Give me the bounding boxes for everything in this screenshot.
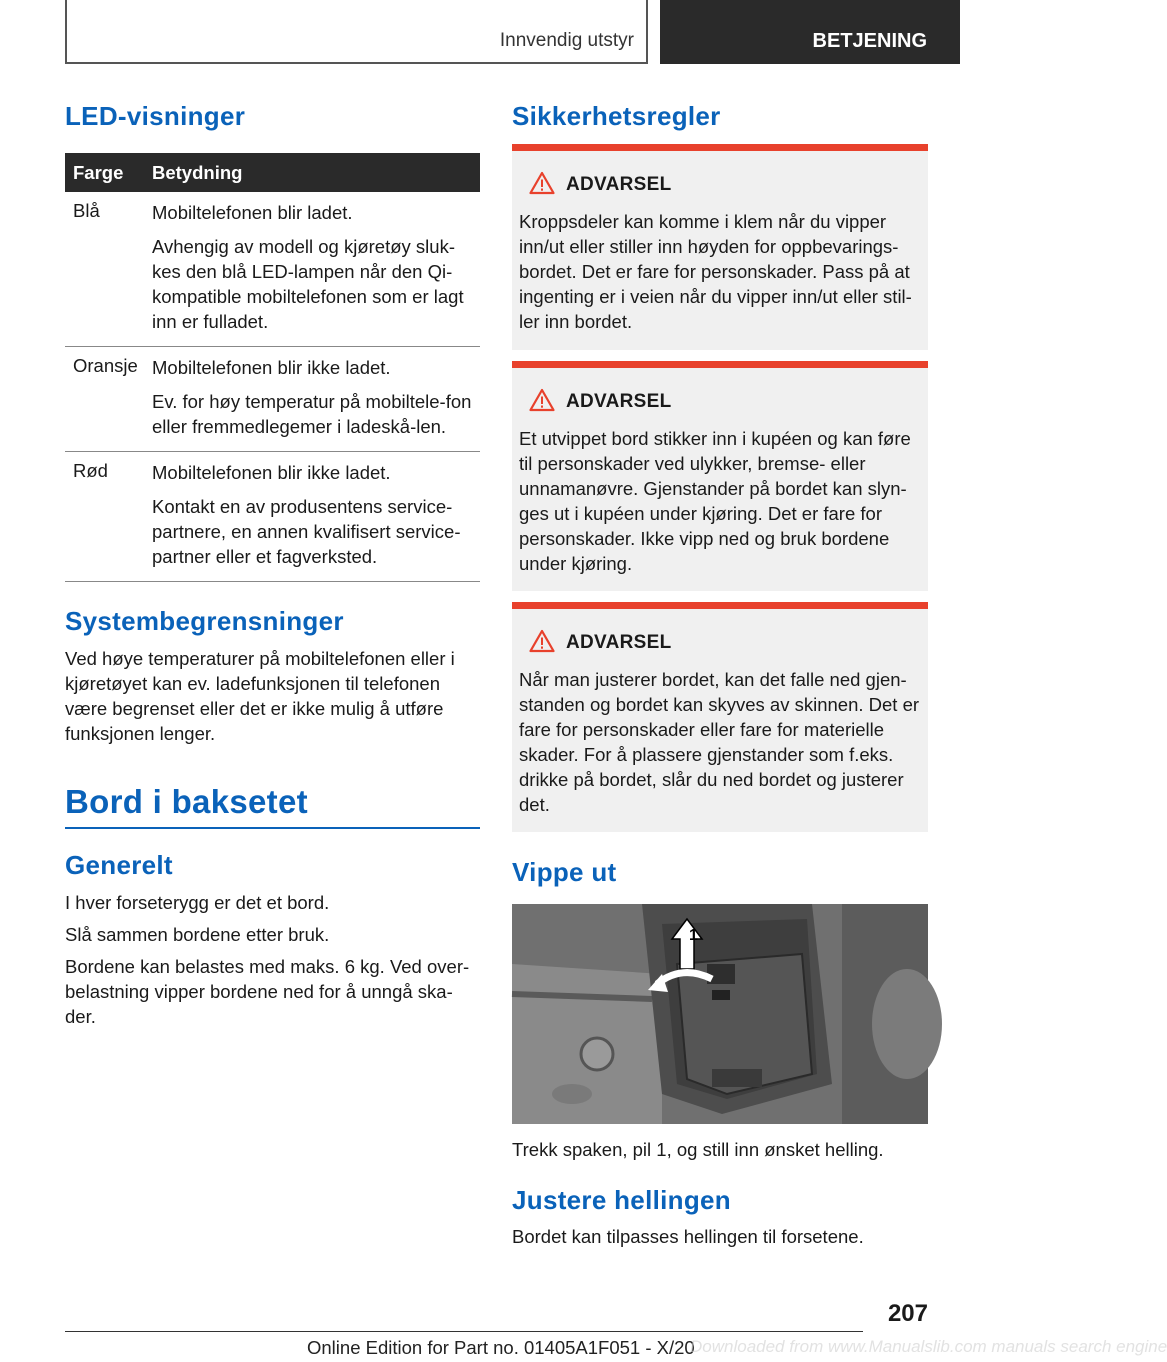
- table-cell-line: Mobiltelefonen blir ladet.: [152, 202, 353, 223]
- watermark: Downloaded from www.Manualslib.com manuals search engine: [690, 1337, 1167, 1356]
- table-cell-color: Rød: [73, 460, 108, 481]
- table-cell-meaning: [152, 452, 480, 581]
- warning-box: [512, 361, 928, 591]
- warning-triangle-icon: [529, 388, 555, 412]
- table-header-meaning: Betydning: [152, 162, 243, 183]
- table-cell-meaning: [152, 192, 480, 346]
- table-row: [65, 452, 480, 582]
- warning-box: [512, 144, 928, 350]
- table-header-color: Farge: [73, 162, 124, 183]
- vippe-caption: Trekk spaken, pil 1, og still inn ønsket helling.: [512, 1139, 884, 1160]
- footer-edition: Online Edition for Part no. 01405A1F051 - X/20: [307, 1337, 695, 1358]
- warning-text: Kroppsdeler kan komme i klem når du vipper inn/ut eller stiller inn høyden for oppbevarings-bordet. Det er fare for personskader. Pass på at ingenting er i veien når du vipper inn/ut eller stil-ler inn bordet.: [519, 211, 912, 332]
- led-heading: LED-visninger: [65, 101, 246, 131]
- warning-text: Et utvippet bord stikker inn i kupéen og kan føre til personskader ved ulykker, bremse- eller unnamanøvre. Gjenstander på bordet kan slyn-ges ut i kupéen under kjøring. Det er fare for personskader. Ikke vipp ned og bruk bordene under kjøring.: [519, 428, 911, 574]
- header-section-label: BETJENING: [812, 30, 927, 52]
- generelt-heading: Generelt: [65, 850, 173, 880]
- seat-illustration: [512, 904, 928, 1124]
- generelt-p1: I hver forseterygg er det et bord.: [65, 892, 330, 913]
- warning-header: [519, 629, 921, 667]
- table-cell-line: Mobiltelefonen blir ikke ladet.: [152, 462, 391, 483]
- seat-table-photo: [512, 904, 928, 1124]
- safety-heading: Sikkerhetsregler: [512, 101, 721, 131]
- table-cell-color: Oransje: [73, 355, 138, 376]
- warning-box: [512, 602, 928, 832]
- warning-header: [519, 388, 921, 426]
- justere-heading: Justere hellingen: [512, 1185, 731, 1215]
- warning-triangle-icon: [529, 629, 555, 653]
- table-cell-color: Blå: [73, 200, 100, 221]
- system-heading: Systembegrensninger: [65, 606, 344, 636]
- warning-label: ADVARSEL: [566, 391, 672, 412]
- generelt-p2: Slå sammen bordene etter bruk.: [65, 924, 330, 945]
- table-cell-line: Ev. for høy temperatur på mobiltele-fon eller fremmedlegemer i ladeskå-len.: [152, 391, 472, 437]
- table-cell-line: Mobiltelefonen blir ikke ladet.: [152, 357, 391, 378]
- table-row: [65, 192, 480, 347]
- table-row: [65, 347, 480, 452]
- table-cell-line: Avhengig av modell og kjøretøy sluk-kes den blå LED-lampen når den Qi-kompatible mobiltelefonen som er lagt inn er fulladet.: [152, 236, 464, 332]
- led-table: [65, 153, 480, 582]
- justere-text: Bordet kan tilpasses hellingen til forsetene.: [512, 1226, 864, 1247]
- arrow-label: 1: [689, 927, 698, 944]
- warning-text: Når man justerer bordet, kan det falle ned gjen-standen og bordet kan skyves av skinnen. Det er fare for personskader eller fare for materielle skader. For å plassere gjenstander som f.eks. drikke på bordet, slår du ned bordet og justerer det.: [519, 669, 920, 815]
- table-cell-line: Kontakt en av produsentens service-partnere, en annen kvalifisert service-partner eller et fagverksted.: [152, 496, 461, 567]
- bord-heading: Bord i baksetet: [65, 783, 480, 829]
- warning-triangle-icon: [529, 171, 555, 195]
- vippe-heading: Vippe ut: [512, 857, 617, 887]
- left-column: [65, 0, 480, 1300]
- footer-divider: [65, 1331, 863, 1332]
- header-subsection: Innvendig utstyr: [499, 30, 634, 51]
- page-number: 207: [887, 1300, 928, 1327]
- warning-header: [519, 171, 921, 209]
- warning-label: ADVARSEL: [566, 632, 672, 653]
- system-text: Ved høye temperaturer på mobiltelefonen eller i kjøretøyet kan ev. ladefunksjonen til telefonen være begrenset eller det er ikke mulig å utføre funksjonen lenger.: [65, 648, 455, 744]
- table-cell-meaning: [152, 347, 480, 451]
- right-column: [512, 0, 928, 1300]
- warning-label: ADVARSEL: [566, 174, 672, 195]
- generelt-p3: Bordene kan belastes med maks. 6 kg. Ved over-belastning vipper bordene ned for å unngå ska-der.: [65, 956, 470, 1027]
- table-header: [65, 153, 480, 192]
